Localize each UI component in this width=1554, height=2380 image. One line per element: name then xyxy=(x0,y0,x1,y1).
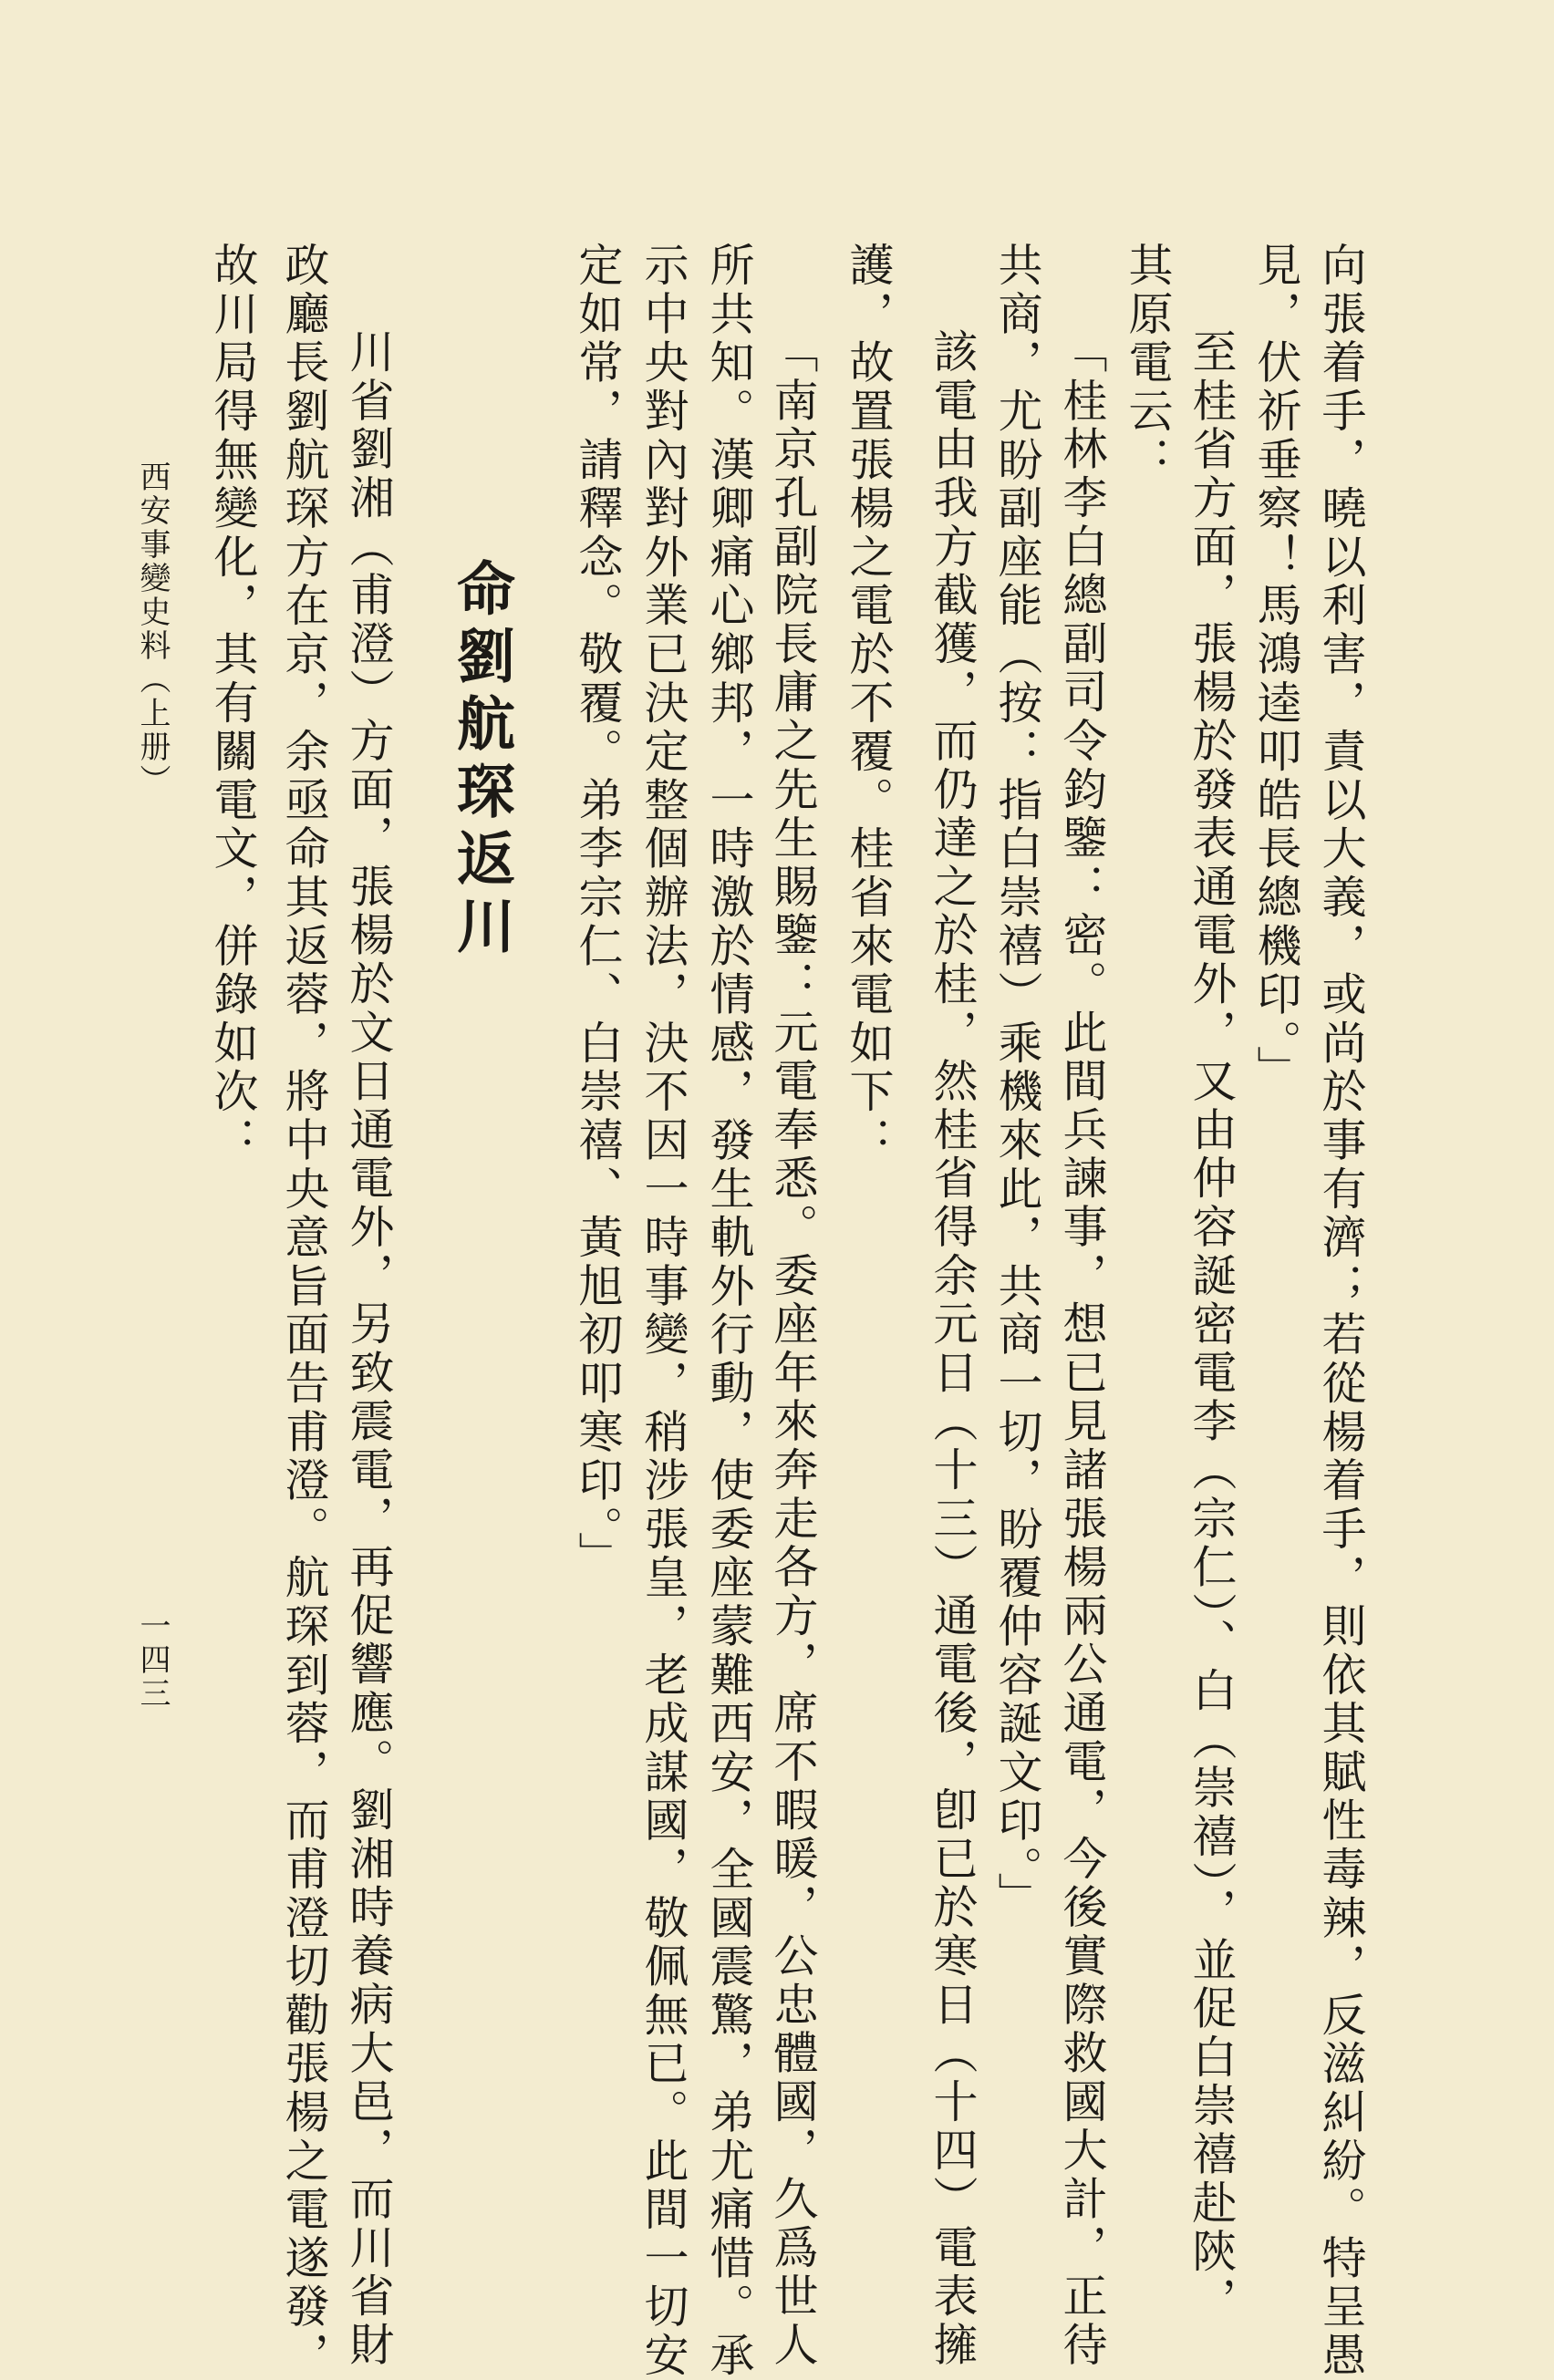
text-column-8: 護，故置張楊之電於不覆。桂省來電如下： xyxy=(843,242,895,1165)
text-column-1: 向張着手，曉以利害，責以大義，或尚於事有濟；若從楊着手，則依其賦性毒辣，反滋糾紛。特呈愚 xyxy=(1315,242,1367,2380)
text-column-12: 定如常，請釋念。敬覆。弟李宗仁、白崇禧、黃旭初叩寒印。」 xyxy=(572,242,624,1580)
text-column-9: 「南京孔副院長庸之先生賜鑒：元電奉悉。委座年來奔走各方，席不暇暖，公忠體國，久爲世人 xyxy=(767,328,819,2370)
text-column-13: 川省劉湘（甫澄）方面，張楊於文日通電外，另致震電，再促響應。劉湘時養病大邑，而川省財 xyxy=(343,328,395,2370)
text-column-4: 其原電云： xyxy=(1122,242,1174,485)
text-column-15: 故川局得無變化，其有關電文，併錄如次： xyxy=(207,242,259,1165)
section-heading: 命劉航琛返川 xyxy=(447,558,515,963)
page-number: 一四三 xyxy=(134,1609,171,1711)
text-column-14: 政廳長劉航琛方在京，余亟命其返蓉，將中央意旨面告甫澄。航琛到蓉，而甫澄切勸張楊之電遂發， xyxy=(278,242,330,2380)
text-column-7: 該電由我方截獲，而仍達之於桂，然桂省得余元日（十三）通電後，卽已於寒日（十四）電表擁 xyxy=(927,328,979,2370)
book-title: 西安事變史料（上册） xyxy=(134,460,171,798)
text-column-2: 見，伏祈垂察！馬鴻逵叩皓長總機印。」 xyxy=(1250,242,1302,1094)
text-column-6: 共商，尤盼副座能（按：指白崇禧）乘機來此，共商一切，盼覆仲容誕文印。」 xyxy=(991,242,1043,1920)
text-column-10: 所共知。漢卿痛心鄉邦，一時激於情感，發生軌外行動，使委座蒙難西安，全國震驚，弟尤痛惜。承 xyxy=(703,242,755,2380)
text-column-11: 示中央對內對外業已決定整個辦法，決不因一時事變，稍涉張皇，老成謀國，敬佩無已。此間一切安 xyxy=(637,242,689,2380)
text-column-3: 至桂省方面，張楊於發表通電外，又由仲容誕密電李（宗仁）、白（崇禧），並促白崇禧赴陝， xyxy=(1186,328,1238,2325)
text-column-5: 「桂林李白總副司令鈞鑒：密。此間兵諫事，想已見諸張楊兩公通電，今後實際救國大計，正待 xyxy=(1056,328,1108,2370)
